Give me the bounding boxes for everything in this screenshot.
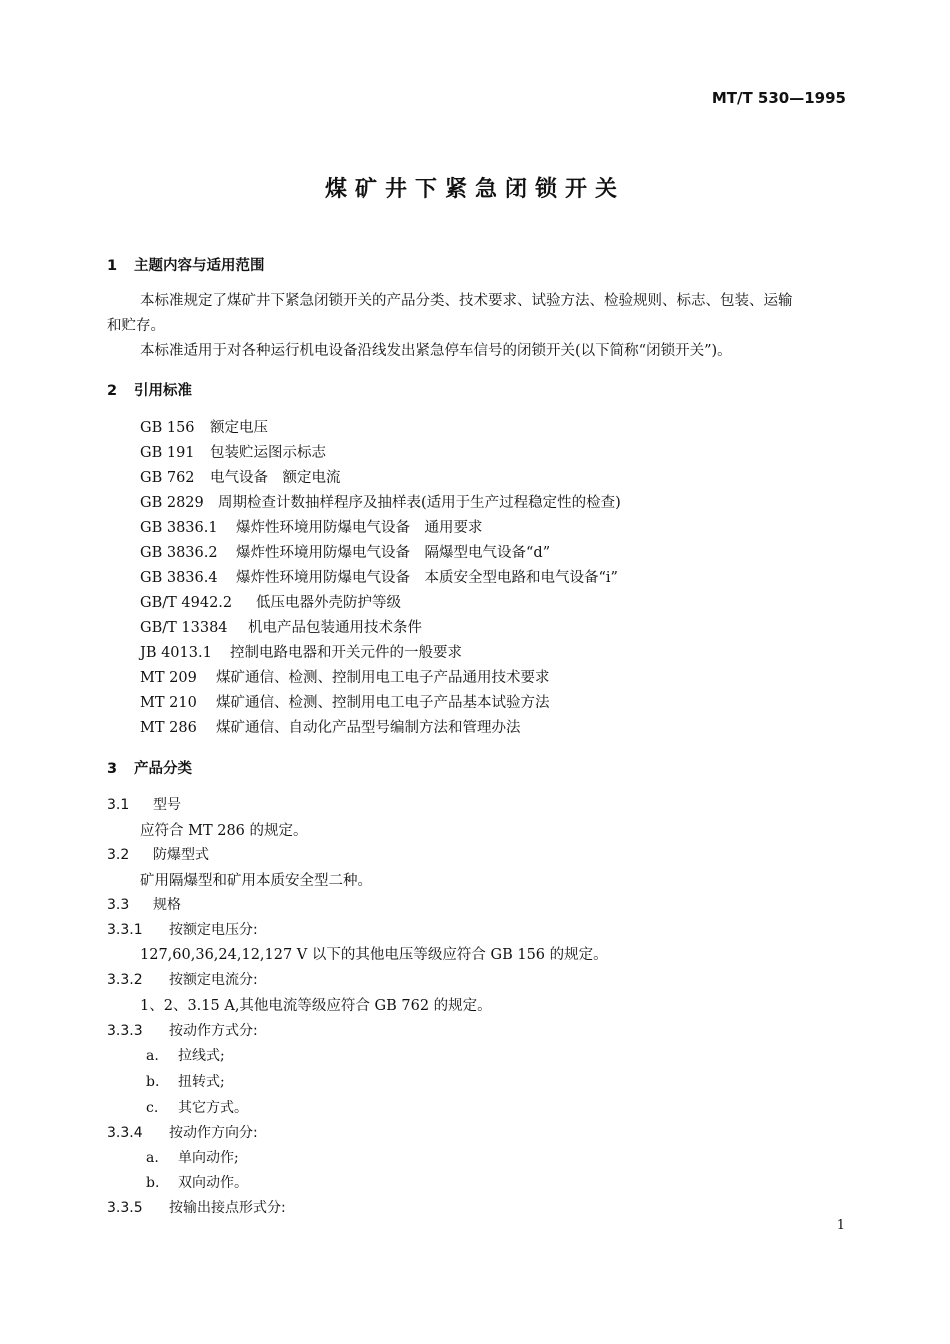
reference-code: MT 286: [140, 720, 197, 736]
section-number: 3: [107, 761, 118, 777]
section-1-heading: [107, 254, 265, 275]
list-text: 单向动作;: [178, 1150, 239, 1166]
clause-3-2-text: 矿用隔爆型和矿用本质安全型二种。: [140, 873, 372, 889]
list-text: 双向动作。: [178, 1175, 248, 1191]
reference-title: 爆炸性环境用防爆电气设备 隔爆型电气设备“d”: [236, 545, 551, 561]
list-item: [146, 1045, 225, 1065]
clause-number: 3.3: [107, 897, 130, 913]
clause-number: 3.3.2: [107, 972, 143, 988]
clause-label: 按输出接点形式分:: [169, 1200, 286, 1216]
clause-label: 按动作方向分:: [169, 1125, 258, 1141]
reference-code: JB 4013.1: [140, 645, 212, 661]
clause-3-3-5-heading: [107, 1197, 286, 1217]
section-1-para-1-line-1: 本标准规定了煤矿井下紧急闭锁开关的产品分类、技术要求、试验方法、检验规则、标志、包装、运输: [140, 293, 793, 309]
list-item: [146, 1147, 239, 1167]
reference-code: GB 2829: [140, 495, 204, 511]
clause-3-2-heading: [107, 844, 209, 864]
section-number: 1: [107, 258, 118, 274]
clause-number: 3.3.3: [107, 1023, 143, 1039]
reference-item: [140, 591, 401, 612]
clause-label: 规格: [153, 897, 181, 913]
reference-title: 爆炸性环境用防爆电气设备 通用要求: [236, 520, 483, 536]
list-item: [146, 1071, 225, 1091]
reference-item: [140, 416, 268, 437]
list-marker: a.: [146, 1048, 159, 1064]
clause-3-3-2-text: 1、2、3.15 A,其他电流等级应符合 GB 762 的规定。: [140, 998, 492, 1014]
list-marker: c.: [146, 1100, 159, 1116]
reference-item: [140, 616, 422, 637]
section-3-heading: [107, 757, 192, 778]
reference-title: 控制电路电器和开关元件的一般要求: [230, 645, 462, 661]
reference-code: GB 762: [140, 470, 195, 486]
reference-title: 煤矿通信、自动化产品型号编制方法和管理办法: [216, 720, 521, 736]
reference-item: [140, 566, 618, 587]
reference-item: [140, 716, 521, 737]
reference-code: GB 156: [140, 420, 195, 436]
clause-3-3-1-text: 127,60,36,24,12,127 V 以下的其他电压等级应符合 GB 156 的规定。: [140, 947, 608, 963]
reference-code: GB/T 4942.2: [140, 595, 233, 611]
clause-number: 3.3.1: [107, 922, 143, 938]
clause-number: 3.2: [107, 847, 130, 863]
reference-item: [140, 691, 550, 712]
clause-label: 按动作方式分:: [169, 1023, 258, 1039]
reference-title: 周期检查计数抽样程序及抽样表(适用于生产过程稳定性的检查): [218, 495, 621, 511]
section-number: 2: [107, 383, 118, 399]
section-1-para-1-line-2: 和贮存。: [107, 318, 165, 334]
reference-title: 煤矿通信、检测、控制用电工电子产品通用技术要求: [216, 670, 550, 686]
reference-code: MT 210: [140, 695, 197, 711]
reference-code: GB 3836.1: [140, 520, 218, 536]
clause-label: 防爆型式: [153, 847, 209, 863]
clause-3-3-4-heading: [107, 1122, 258, 1142]
reference-item: [140, 641, 462, 662]
reference-code: GB 3836.4: [140, 570, 218, 586]
clause-3-3-2-heading: [107, 969, 258, 989]
clause-label: 按额定电压分:: [169, 922, 258, 938]
section-1-para-2: 本标准适用于对各种运行机电设备沿线发出紧急停车信号的闭锁开关(以下简称“闭锁开关”)。: [140, 343, 732, 359]
section-title: 产品分类: [134, 761, 192, 777]
clause-label: 按额定电流分:: [169, 972, 258, 988]
list-text: 扭转式;: [178, 1074, 225, 1090]
clause-label: 型号: [153, 797, 181, 813]
reference-title: 低压电器外壳防护等级: [256, 595, 401, 611]
reference-code: MT 209: [140, 670, 197, 686]
list-marker: b.: [146, 1175, 160, 1191]
section-2-heading: [107, 379, 192, 400]
clause-number: 3.3.5: [107, 1200, 143, 1216]
reference-item: [140, 541, 550, 562]
reference-code: GB 3836.2: [140, 545, 218, 561]
clause-3-3-3-heading: [107, 1020, 258, 1040]
page-number: 1: [836, 1218, 845, 1233]
list-marker: b.: [146, 1074, 160, 1090]
reference-item: [140, 441, 326, 462]
list-item: [146, 1172, 248, 1192]
reference-item: [140, 491, 621, 512]
reference-code: GB/T 13384: [140, 620, 228, 636]
reference-item: [140, 466, 341, 487]
section-title: 引用标准: [134, 383, 192, 399]
clause-number: 3.1: [107, 797, 130, 813]
list-text: 拉线式;: [178, 1048, 225, 1064]
reference-title: 机电产品包装通用技术条件: [248, 620, 422, 636]
reference-title: 电气设备 额定电流: [210, 470, 341, 486]
list-text: 其它方式。: [178, 1100, 248, 1116]
list-item: [146, 1097, 248, 1117]
clause-3-1-text: 应符合 MT 286 的规定。: [140, 823, 308, 839]
clause-3-3-heading: [107, 894, 181, 914]
reference-item: [140, 666, 550, 687]
reference-title: 煤矿通信、检测、控制用电工电子产品基本试验方法: [216, 695, 550, 711]
reference-title: 包装贮运图示标志: [210, 445, 326, 461]
standard-code: MT/T 530—1995: [711, 89, 846, 107]
clause-3-3-1-heading: [107, 919, 258, 939]
reference-title: 爆炸性环境用防爆电气设备 本质安全型电路和电气设备“i”: [236, 570, 618, 586]
list-marker: a.: [146, 1150, 159, 1166]
reference-item: [140, 516, 483, 537]
document-title: 煤矿井下紧急闭锁开关: [324, 177, 625, 202]
reference-title: 额定电压: [210, 420, 268, 436]
clause-3-1-heading: [107, 794, 181, 814]
section-title: 主题内容与适用范围: [134, 258, 265, 274]
reference-code: GB 191: [140, 445, 195, 461]
clause-number: 3.3.4: [107, 1125, 143, 1141]
